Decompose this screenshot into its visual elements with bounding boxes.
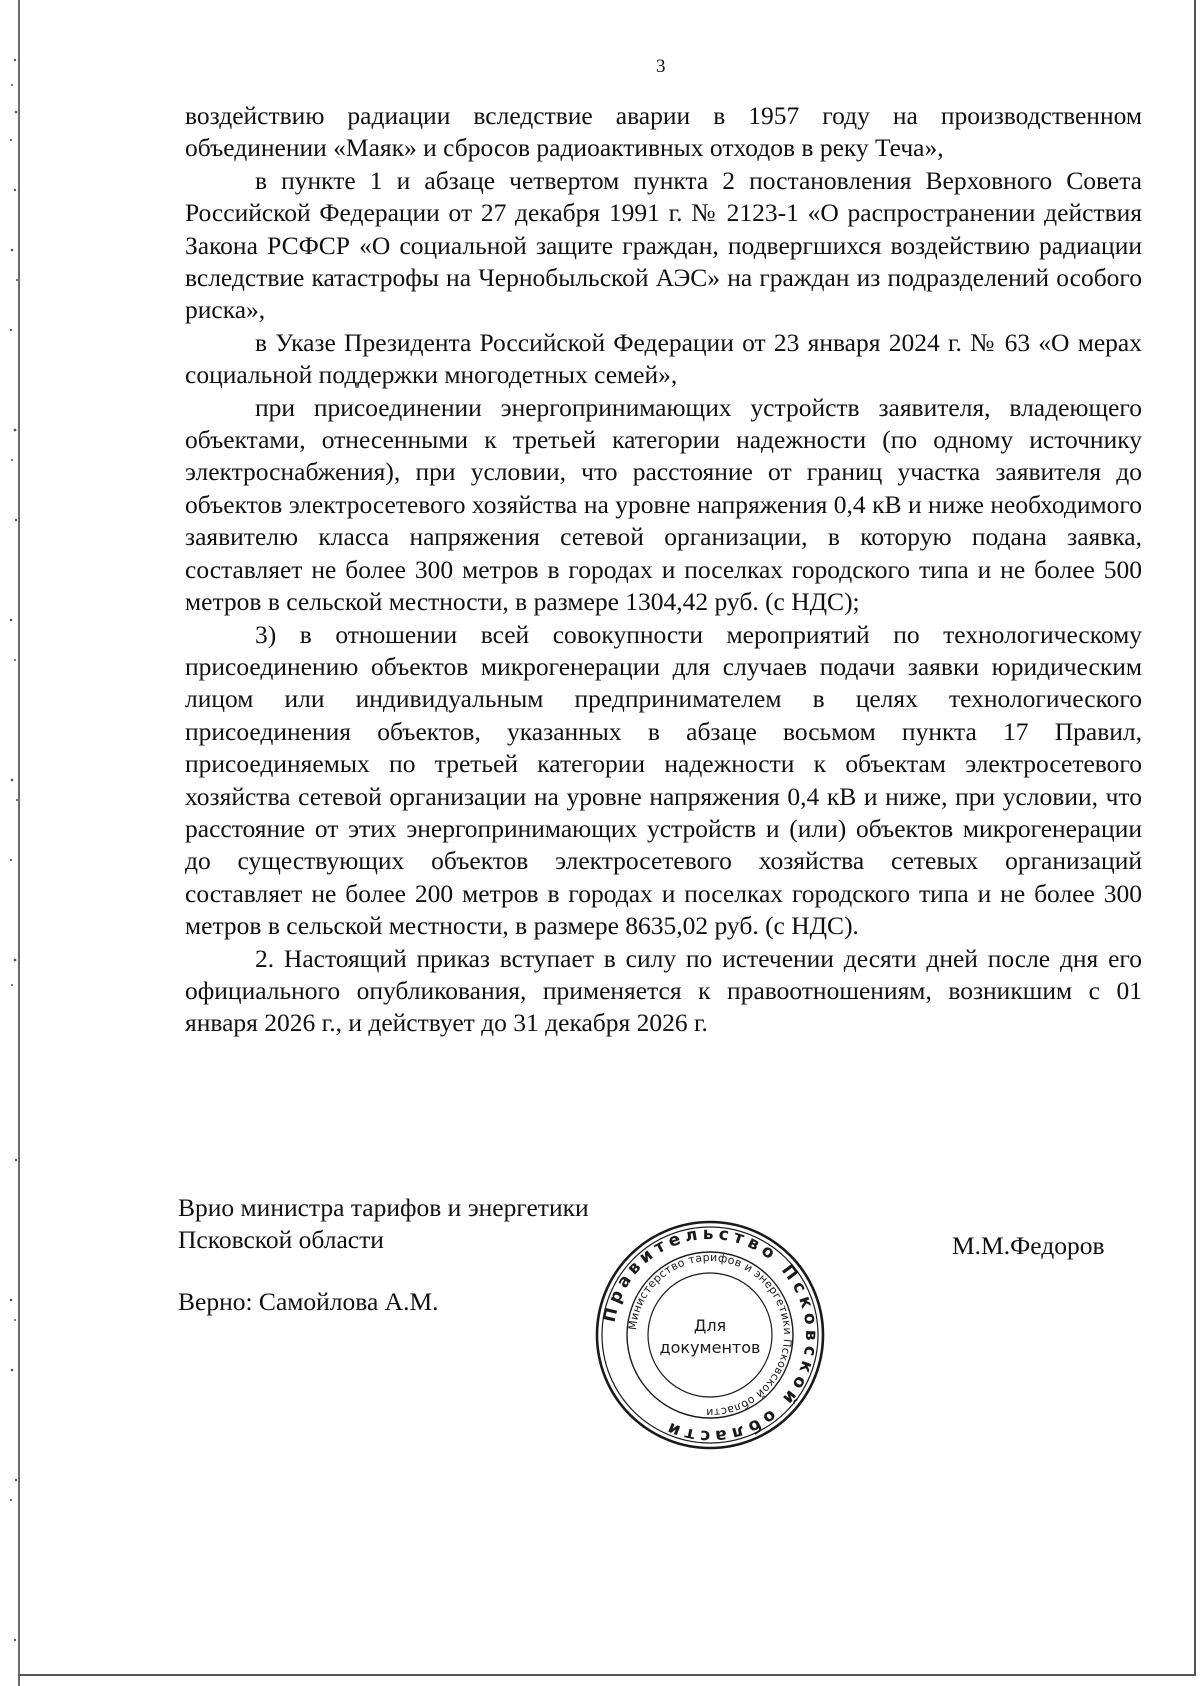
stamp-center-line1: Для xyxy=(693,1316,727,1335)
paragraph-5: 3) в отношении всей совокупности мероприятий по технологическому присоединению объектов микрогенерации для случаев подачи заявки юридическим лицом или индивидуальным предпринимателем в целях технологического присоединения объектов, указанных в абзаце восьмом пункта 17 Правил, присоединяемых по третьей категории надежности к объектам электросетевого хозяйства сетевой организации на уровне напряжения 0,4 кВ и ниже, при условии, что расстояние от этих энергопринимающих устройств и (или) объектов микрогенерации до существующих объектов электросетевого хозяйства сетевых организаций составляет не более 200 метров в городах и поселках городского типа и не более 300 метров в сельской местности, в размере 8635,02 руб. (с НДС). xyxy=(185,619,1142,941)
scan-edge-marks xyxy=(6,0,34,1686)
paragraph-4: при присоединении энергопринимающих устройств заявителя, владеющего объектами, отнесенными к третьей категории надежности (по одному источнику электроснабжения), при условии, что расстояние от границ участка заявителя до объектов электросетевого хозяйства на уровне напряжения 0,4 кВ и ниже необходимого заявителю класса напряжения сетевой организации, в которую подана заявка, составляет не более 300 метров в городах и поселках городского типа и не более 500 метров в сельской местности, в размере 1304,42 руб. (с НДС); xyxy=(185,392,1142,617)
official-stamp xyxy=(594,1219,826,1451)
signatory-name: М.М.Федоров xyxy=(952,1231,1105,1260)
document-body xyxy=(185,100,1142,1040)
signatory-position-line1: Врио министра тарифов и энергетики xyxy=(178,1193,589,1222)
stamp-inner-text: Министерство тарифов и энергетики Псковской области xyxy=(626,1250,795,1420)
signatory-position xyxy=(178,1192,589,1256)
paragraph-1: воздействию радиации вследствие аварии в 1957 году на производственном объединении «Маяк» и сбросов радиоактивных отходов в реку Теча», xyxy=(185,101,1142,163)
page-number: 3 xyxy=(656,56,666,77)
page-right-border xyxy=(1194,0,1196,1676)
stamp-outer-text: Правительство Псковской области xyxy=(599,1223,822,1447)
stamp-seal-icon xyxy=(594,1219,826,1451)
certified-copy-note: Верно: Самойлова А.М. xyxy=(178,1287,439,1316)
stamp-center-line2: документов xyxy=(659,1338,761,1357)
paragraph-3: в Указе Президента Российской Федерации от 23 января 2024 г. № 63 «О мерах социальной поддержки многодетных семей», xyxy=(185,327,1142,390)
page-bottom-border xyxy=(18,1674,1196,1676)
paragraph-2: в пункте 1 и абзаце четвертом пункта 2 постановления Верховного Совета Российской Федерации от 27 декабря 1991 г. № 2123-1 «О распространении действия Закона РСФСР «О социальной защите граждан, подвергшихся воздействию радиации вследствие катастрофы на Чернобыльской АЭС» на граждан из подразделений особого риска», xyxy=(185,165,1142,325)
signatory-position-line2: Псковской области xyxy=(178,1225,384,1254)
paragraph-6: 2. Настоящий приказ вступает в силу по истечении десяти дней после дня его официального опубликования, применяется к правоотношениям, возникшим с 01 января 2026 г., и действует до 31 декабря 2026 г. xyxy=(185,943,1142,1038)
